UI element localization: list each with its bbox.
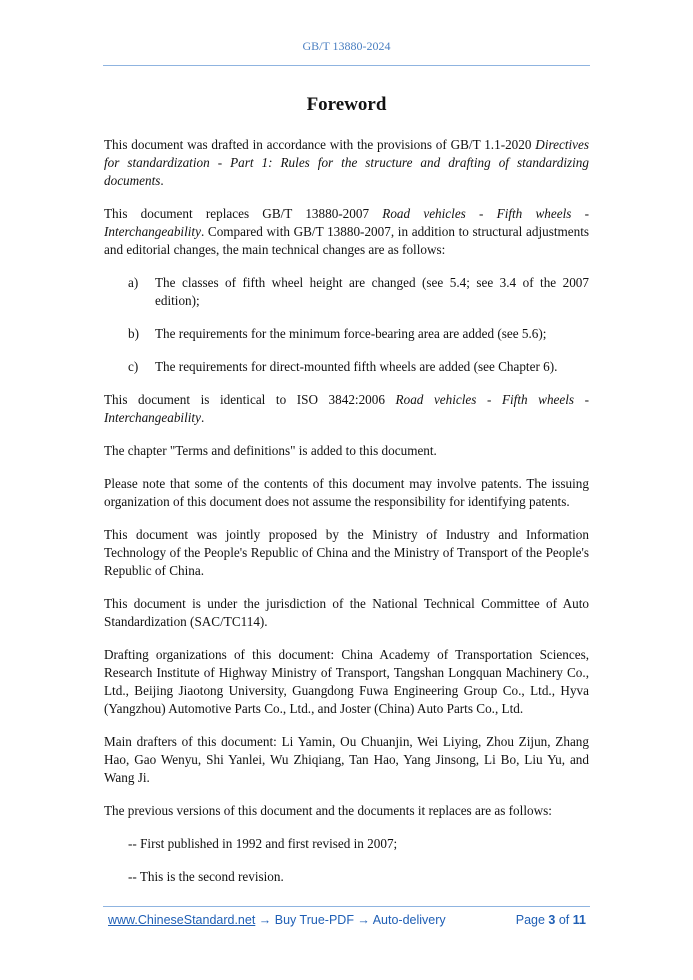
- page-number: 3: [548, 913, 556, 927]
- list-marker: b): [128, 326, 139, 341]
- history-item: -- This is the second revision.: [128, 869, 284, 884]
- paragraph-replaces: This document replaces GB/T 13880-2007 Road vehicles - Fifth wheels - Interchangeability. Compared with GB/T 13880-2007, in addition to structural adjustments and editorial changes, the main technical changes are as follows:: [104, 206, 589, 257]
- page-total: 11: [572, 913, 586, 927]
- list-marker: c): [128, 359, 139, 374]
- paragraph-patents: Please note that some of the contents of this document may involve patents. The issuing organization of this document does not assume the responsibility for identifying patents.: [104, 476, 589, 509]
- list-marker: a): [128, 275, 139, 290]
- footer: [108, 913, 586, 927]
- buy-link[interactable]: Buy True-PDF: [274, 913, 354, 927]
- arrow-icon: →: [353, 913, 373, 927]
- footer-divider: [103, 906, 590, 907]
- list-text: The requirements for direct-mounted fifth wheels are added (see Chapter 6).: [155, 359, 558, 374]
- page-title: Foreword: [306, 94, 387, 115]
- history-item: -- First published in 1992 and first revised in 2007;: [128, 836, 398, 851]
- page-word: Page: [515, 913, 545, 927]
- delivery-text: Auto-delivery: [372, 913, 446, 927]
- paragraph-terms: The chapter "Terms and definitions" is added to this document.: [104, 443, 437, 458]
- paragraph-drafting-organizations: Drafting organizations of this document: China Academy of Transportation Sciences, Research Institute of Highway Ministry of Transport, Tangshan Longquan Machinery Co., Ltd., Beijing Jiaotong University, Guangdong Fuwa Engineering Group Co., Ltd., Hyva (Yangzhou) Automotive Parts Co., Ltd., and Joster (China) Auto Parts Co., Ltd.: [104, 647, 589, 716]
- list-item: [128, 274, 589, 310]
- site-link[interactable]: www.ChineseStandard.net: [108, 913, 256, 927]
- document-body: [104, 136, 589, 901]
- list-item: [128, 325, 589, 343]
- list-text: The classes of fifth wheel height are changed (see 5.4; see 3.4 of the 2007 edition);: [155, 275, 589, 308]
- paragraph-proposed-by: This document was jointly proposed by the Ministry of Industry and Information Technology of the People's Republic of China and the Ministry of Transport of the People's Republic of China.: [104, 527, 589, 578]
- arrow-icon: →: [255, 913, 275, 927]
- list-text: The requirements for the minimum force-bearing area are added (see 5.6);: [155, 326, 547, 341]
- header-divider: [103, 65, 590, 66]
- list-item: [128, 358, 589, 376]
- paragraph-drafting-basis: This document was drafted in accordance with the provisions of GB/T 1.1-2020 Directives for standardization - Part 1: Rules for the structure and drafting of standardizing documents.: [104, 137, 589, 188]
- paragraph-jurisdiction: This document is under the jurisdiction of the National Technical Committee of Auto Standardization (SAC/TC114).: [104, 596, 589, 629]
- page-indicator: [516, 913, 586, 927]
- of-word: of: [558, 913, 570, 927]
- paragraph-main-drafters: Main drafters of this document: Li Yamin, Ou Chuanjin, Wei Liying, Zhou Zijun, Zhang Hao, Gao Wenyu, Shi Yanlei, Wu Zhiqiang, Tan Hao, Yang Jinsong, Li Bo, Liu Yu, and Wang Ji.: [104, 734, 589, 785]
- paragraph-identical: This document is identical to ISO 3842:2006 Road vehicles - Fifth wheels - Interchangeability.: [104, 392, 589, 425]
- header-doc-code: GB/T 13880-2024: [302, 39, 391, 53]
- paragraph-previous-versions: The previous versions of this document and the documents it replaces are as follows:: [104, 803, 552, 818]
